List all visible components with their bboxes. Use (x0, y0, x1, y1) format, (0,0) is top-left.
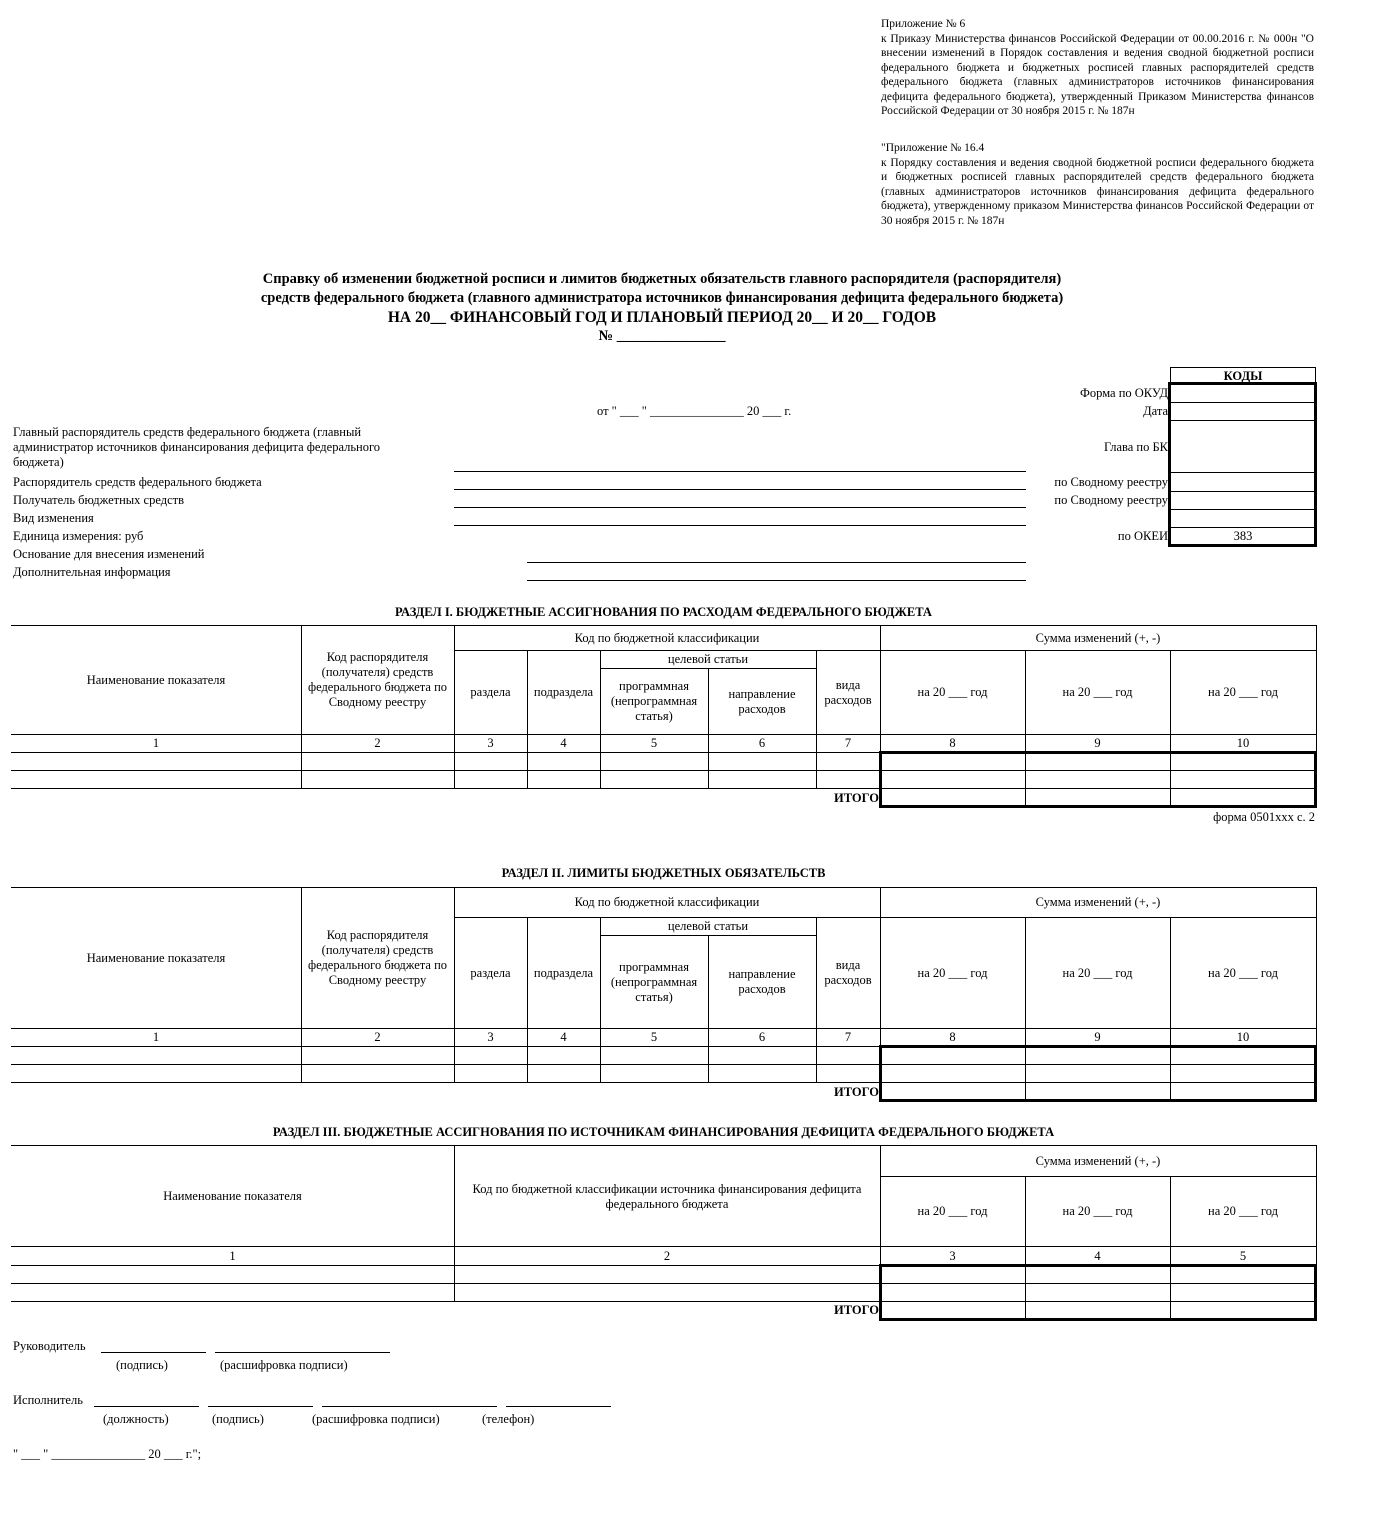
s2-cell[interactable] (880, 1047, 1025, 1064)
s1-col-num: 7 (844, 736, 852, 750)
s1-cell[interactable] (708, 771, 816, 788)
s3-cell[interactable] (880, 1284, 1025, 1301)
s1-col-num: 10 (1236, 736, 1250, 750)
head-name-input[interactable] (215, 1352, 390, 1353)
s1-cell[interactable] (301, 771, 454, 788)
s3-cell[interactable] (11, 1266, 454, 1283)
s1-cell[interactable] (301, 753, 454, 770)
s3-total-cell[interactable] (1025, 1302, 1170, 1319)
s3-header-code: Код по бюджетной классификации источника финансирования дефицита федерального бюджета (472, 1182, 862, 1211)
form-code-footer: форма 0501xxx с. 2 (1213, 810, 1315, 824)
title-line-2: средств федерального бюджета (главного администратора источников финансирования дефицита федерального бюджета) (260, 290, 1064, 306)
s2-cell[interactable] (454, 1065, 527, 1082)
head-label: Руководитель (13, 1339, 86, 1353)
s1-cell[interactable] (1025, 753, 1170, 770)
s2-header-napravlenie: направление расходов (728, 967, 796, 996)
s2-cell[interactable] (600, 1065, 708, 1082)
s1-cell[interactable] (1025, 771, 1170, 788)
s1-cell[interactable] (1170, 753, 1316, 770)
s2-cell[interactable] (708, 1047, 816, 1064)
field-label-main-manager: Главный распорядитель средств федерального бюджета (главный администратор источников финансирования дефицита федерального бюджета) (13, 425, 381, 469)
executor-caption-position: (должность) (103, 1412, 169, 1426)
s2-header-bk: Код по бюджетной классификации (574, 895, 760, 909)
codes-label-reestr-2: по Сводному реестру (1054, 493, 1168, 507)
document-title (100, 270, 1224, 346)
codes-label-okei: по ОКЕИ (1117, 529, 1168, 543)
title-line-3: НА 20__ ФИНАНСОВЫЙ ГОД И ПЛАНОВЫЙ ПЕРИОД 20__ И 20__ ГОДОВ (387, 309, 937, 326)
s1-total-cell[interactable] (1170, 789, 1316, 806)
s3-cell[interactable] (1025, 1284, 1170, 1301)
codes-label-okud: Форма по ОКУД (1080, 386, 1168, 400)
s2-cell[interactable] (1170, 1047, 1316, 1064)
s2-header-program: программная (непрограммная статья) (610, 959, 698, 1004)
field-main-manager-input[interactable] (454, 457, 1026, 472)
date-line[interactable]: от " ___ " _______________ 20 ___ г. (597, 404, 792, 418)
s3-total-cell[interactable] (880, 1302, 1025, 1319)
s3-cell[interactable] (1170, 1284, 1316, 1301)
s1-total-cell[interactable] (1025, 789, 1170, 806)
head-signature-input[interactable] (101, 1352, 206, 1353)
s2-header-razdel: раздела (470, 965, 511, 980)
codes-label-date: Дата (1143, 404, 1168, 418)
s1-cell[interactable] (816, 771, 880, 788)
s1-col-num: 1 (152, 736, 160, 750)
field-basis-input[interactable] (527, 548, 1026, 563)
s1-col-num: 8 (949, 736, 956, 750)
s1-col-num: 4 (560, 736, 567, 750)
s2-cell[interactable] (1170, 1065, 1316, 1082)
s1-cell[interactable] (454, 771, 527, 788)
appendix-6-text: к Приказу Министерства финансов Российской Федерации от 00.00.2016 г. № 000н "О внесении изменений в Порядок составления и ведения сводной бюджетной росписи федерального бюджета и бюджетных росписей главных распорядителей средств федерального бюджета (главных администраторов источников финансирования дефицита федерального бюджета), утвержденный Приказом Министерства финансов Российской Федерации от 30 ноября 2015 г. № 187н (881, 32, 1314, 117)
s3-col-num: 2 (663, 1248, 671, 1263)
document-number: № _______________ (598, 328, 726, 344)
s2-col-num: 6 (758, 1030, 766, 1044)
appendix-6 (881, 17, 1314, 119)
code-glava-value[interactable] (1170, 421, 1316, 472)
executor-name-input[interactable] (322, 1406, 497, 1407)
appendix-16-4 (881, 141, 1314, 228)
s1-header-vid: вида расходов (824, 677, 872, 707)
s3-col-num: 3 (949, 1248, 956, 1263)
head-caption-signature: (подпись) (116, 1358, 168, 1372)
section-1-title: РАЗДЕЛ I. БЮДЖЕТНЫЕ АССИГНОВАНИЯ ПО РАСХОДАМ ФЕДЕРАЛЬНОГО БЮДЖЕТА (395, 605, 932, 619)
s2-cell[interactable] (1025, 1065, 1170, 1082)
s3-total-label: ИТОГО (834, 1303, 879, 1317)
s1-header-podrazdel: подраздела (533, 685, 594, 699)
s1-header-year-2: на 20 ___ год (1062, 685, 1133, 699)
s1-header-bk: Код по бюджетной классификации (574, 630, 760, 645)
s1-header-razdel: раздела (470, 685, 511, 699)
s3-cell[interactable] (1170, 1266, 1316, 1283)
field-label-manager: Распорядитель средств федерального бюджета (13, 475, 262, 489)
section-3-title: РАЗДЕЛ III. БЮДЖЕТНЫЕ АССИГНОВАНИЯ ПО ИСТОЧНИКАМ ФИНАНСИРОВАНИЯ ДЕФИЦИТА ФЕДЕРАЛЬНОГО БЮДЖЕТА (272, 1125, 1055, 1139)
s3-col-num: 4 (1094, 1248, 1101, 1263)
appendix-16-4-text: к Порядку составления и ведения сводной бюджетной росписи федерального бюджета и бюджетных росписей главных распорядителей средств федерального бюджета (главных администраторов источников финансирования дефицита федерального бюджета), утвержденному приказом Министерства финансов Российской Федерации от 30 ноября 2015 г. № 187н (881, 156, 1314, 227)
s2-header-year-3: на 20 ___ год (1208, 965, 1278, 980)
field-label-additional: Дополнительная информация (13, 565, 171, 579)
executor-caption-signature: (подпись) (212, 1412, 264, 1426)
s3-cell[interactable] (454, 1266, 880, 1283)
codes-label-glava: Глава по БК (1103, 440, 1168, 454)
s1-header-program: программная (непрограммная статья) (610, 679, 698, 723)
s2-col-num: 10 (1236, 1030, 1250, 1044)
s2-col-num: 7 (844, 1030, 852, 1044)
field-additional-input[interactable] (527, 566, 1026, 581)
s2-cell[interactable] (454, 1047, 527, 1064)
code-reestr-1-value[interactable] (1170, 473, 1316, 491)
s3-total-cell[interactable] (1170, 1302, 1316, 1319)
s1-header-code: Код распорядителя (получателя) средств федерального бюджета по Сводному реестру (307, 650, 448, 709)
s1-cell[interactable] (454, 753, 527, 770)
s1-cell[interactable] (527, 771, 600, 788)
s1-col-num: 9 (1094, 736, 1101, 750)
s3-header-name: Наименование показателя (163, 1188, 302, 1203)
s3-header-summa: Сумма изменений (+, -) (1035, 1153, 1161, 1168)
title-line-1: Справку об изменении бюджетной росписи и лимитов бюджетных обязательств главного распорядителя (распорядителя) (262, 271, 1062, 287)
s3-col-num: 1 (229, 1248, 236, 1263)
s2-header-year-1: на 20 ___ год (917, 965, 988, 980)
code-date-value[interactable] (1170, 403, 1316, 420)
s1-cell[interactable] (11, 771, 301, 788)
s2-col-num: 3 (487, 1030, 494, 1044)
s2-col-num: 1 (152, 1030, 160, 1044)
section-2-title: РАЗДЕЛ II. ЛИМИТЫ БЮДЖЕТНЫХ ОБЯЗАТЕЛЬСТВ (501, 866, 826, 880)
s2-cell[interactable] (11, 1065, 301, 1082)
executor-signature-input[interactable] (208, 1406, 313, 1407)
field-label-basis: Основание для внесения изменений (13, 547, 205, 561)
field-change-type-input[interactable] (454, 511, 1026, 526)
s1-col-num: 3 (487, 736, 494, 750)
s1-cell[interactable] (527, 753, 600, 770)
s1-cell[interactable] (11, 753, 301, 770)
s1-col-num: 5 (650, 736, 658, 750)
s2-col-num: 4 (560, 1030, 567, 1044)
s1-header-celevoy: целевой статьи (667, 652, 749, 666)
s2-col-num: 9 (1094, 1030, 1101, 1044)
s2-col-num: 2 (374, 1030, 381, 1044)
field-label-unit: Единица измерения: руб (13, 529, 144, 543)
s1-header-year-1: на 20 ___ год (917, 685, 988, 699)
codes-header: КОДЫ (1170, 367, 1316, 384)
s1-total-cell[interactable] (880, 789, 1025, 806)
s2-cell[interactable] (880, 1065, 1025, 1082)
s2-cell[interactable] (527, 1047, 600, 1064)
s3-header-year-1: на 20 ___ год (917, 1204, 988, 1218)
s1-cell[interactable] (600, 771, 708, 788)
s1-col-num: 2 (374, 736, 381, 750)
executor-phone-input[interactable] (506, 1406, 611, 1407)
s1-cell[interactable] (600, 753, 708, 770)
s2-cell[interactable] (708, 1065, 816, 1082)
code-okud-value[interactable] (1170, 384, 1316, 402)
s1-cell[interactable] (880, 753, 1025, 770)
s3-cell[interactable] (454, 1284, 880, 1301)
s1-cell[interactable] (708, 753, 816, 770)
field-recipient-input[interactable] (454, 493, 1026, 508)
s2-cell[interactable] (11, 1047, 301, 1064)
field-manager-input[interactable] (454, 475, 1026, 490)
s1-col-num: 6 (758, 736, 766, 750)
s1-header-year-3: на 20 ___ год (1208, 685, 1278, 699)
executor-caption-name: (расшифровка подписи) (312, 1412, 440, 1426)
s2-header-code: Код распорядителя (получателя) средств федерального бюджета по Сводному реестру (307, 928, 448, 987)
executor-caption-phone: (телефон) (482, 1412, 535, 1426)
s1-header-napravlenie: направление расходов (728, 686, 796, 716)
code-empty-value[interactable] (1170, 510, 1316, 527)
executor-position-input[interactable] (94, 1406, 199, 1407)
s2-cell[interactable] (1025, 1047, 1170, 1064)
s2-total-cell[interactable] (1025, 1083, 1170, 1100)
s3-col-num: 5 (1239, 1248, 1247, 1263)
s2-col-num: 8 (949, 1030, 956, 1044)
s2-cell[interactable] (301, 1047, 454, 1064)
s3-header-year-3: на 20 ___ год (1208, 1204, 1278, 1218)
s2-cell[interactable] (600, 1047, 708, 1064)
field-label-recipient: Получатель бюджетных средств (13, 493, 185, 507)
s1-total-label: ИТОГО (834, 791, 879, 805)
s1-header-name: Наименование показателя (86, 672, 226, 687)
s2-total-label: ИТОГО (834, 1085, 879, 1099)
s3-cell[interactable] (1025, 1266, 1170, 1283)
s2-header-vid: вида расходов (824, 958, 872, 987)
codes-label-reestr-1: по Сводному реестру (1054, 475, 1168, 489)
s2-cell[interactable] (301, 1065, 454, 1082)
s2-cell[interactable] (527, 1065, 600, 1082)
s2-header-year-2: на 20 ___ год (1062, 965, 1133, 980)
code-okei-value[interactable]: 383 (1233, 529, 1253, 543)
s2-total-cell[interactable] (1170, 1083, 1316, 1100)
appendix-6-heading: Приложение № 6 (881, 18, 966, 30)
s3-cell[interactable] (880, 1266, 1025, 1283)
s2-header-name: Наименование показателя (86, 950, 226, 965)
s3-cell[interactable] (11, 1284, 454, 1301)
s3-header-year-2: на 20 ___ год (1062, 1204, 1133, 1218)
appendix-16-4-heading: "Приложение № 16.4 (881, 142, 985, 154)
s2-cell[interactable] (816, 1047, 880, 1064)
s2-header-podrazdel: подраздела (533, 965, 594, 980)
code-reestr-2-value[interactable] (1170, 492, 1316, 509)
s2-header-celevoy: целевой статьи (667, 919, 749, 933)
s1-header-summa: Сумма изменений (+, -) (1035, 630, 1161, 645)
s1-cell[interactable] (816, 753, 880, 770)
head-caption-name: (расшифровка подписи) (220, 1358, 348, 1372)
s2-cell[interactable] (816, 1065, 880, 1082)
s1-cell[interactable] (1170, 771, 1316, 788)
s2-col-num: 5 (650, 1030, 658, 1044)
s2-total-cell[interactable] (880, 1083, 1025, 1100)
s1-cell[interactable] (880, 771, 1025, 788)
executor-label: Исполнитель (13, 1393, 83, 1407)
s2-header-summa: Сумма изменений (+, -) (1035, 895, 1161, 909)
signature-date-line[interactable]: " ___ " _______________ 20 ___ г."; (13, 1447, 202, 1461)
field-label-change-type: Вид изменения (13, 511, 94, 525)
